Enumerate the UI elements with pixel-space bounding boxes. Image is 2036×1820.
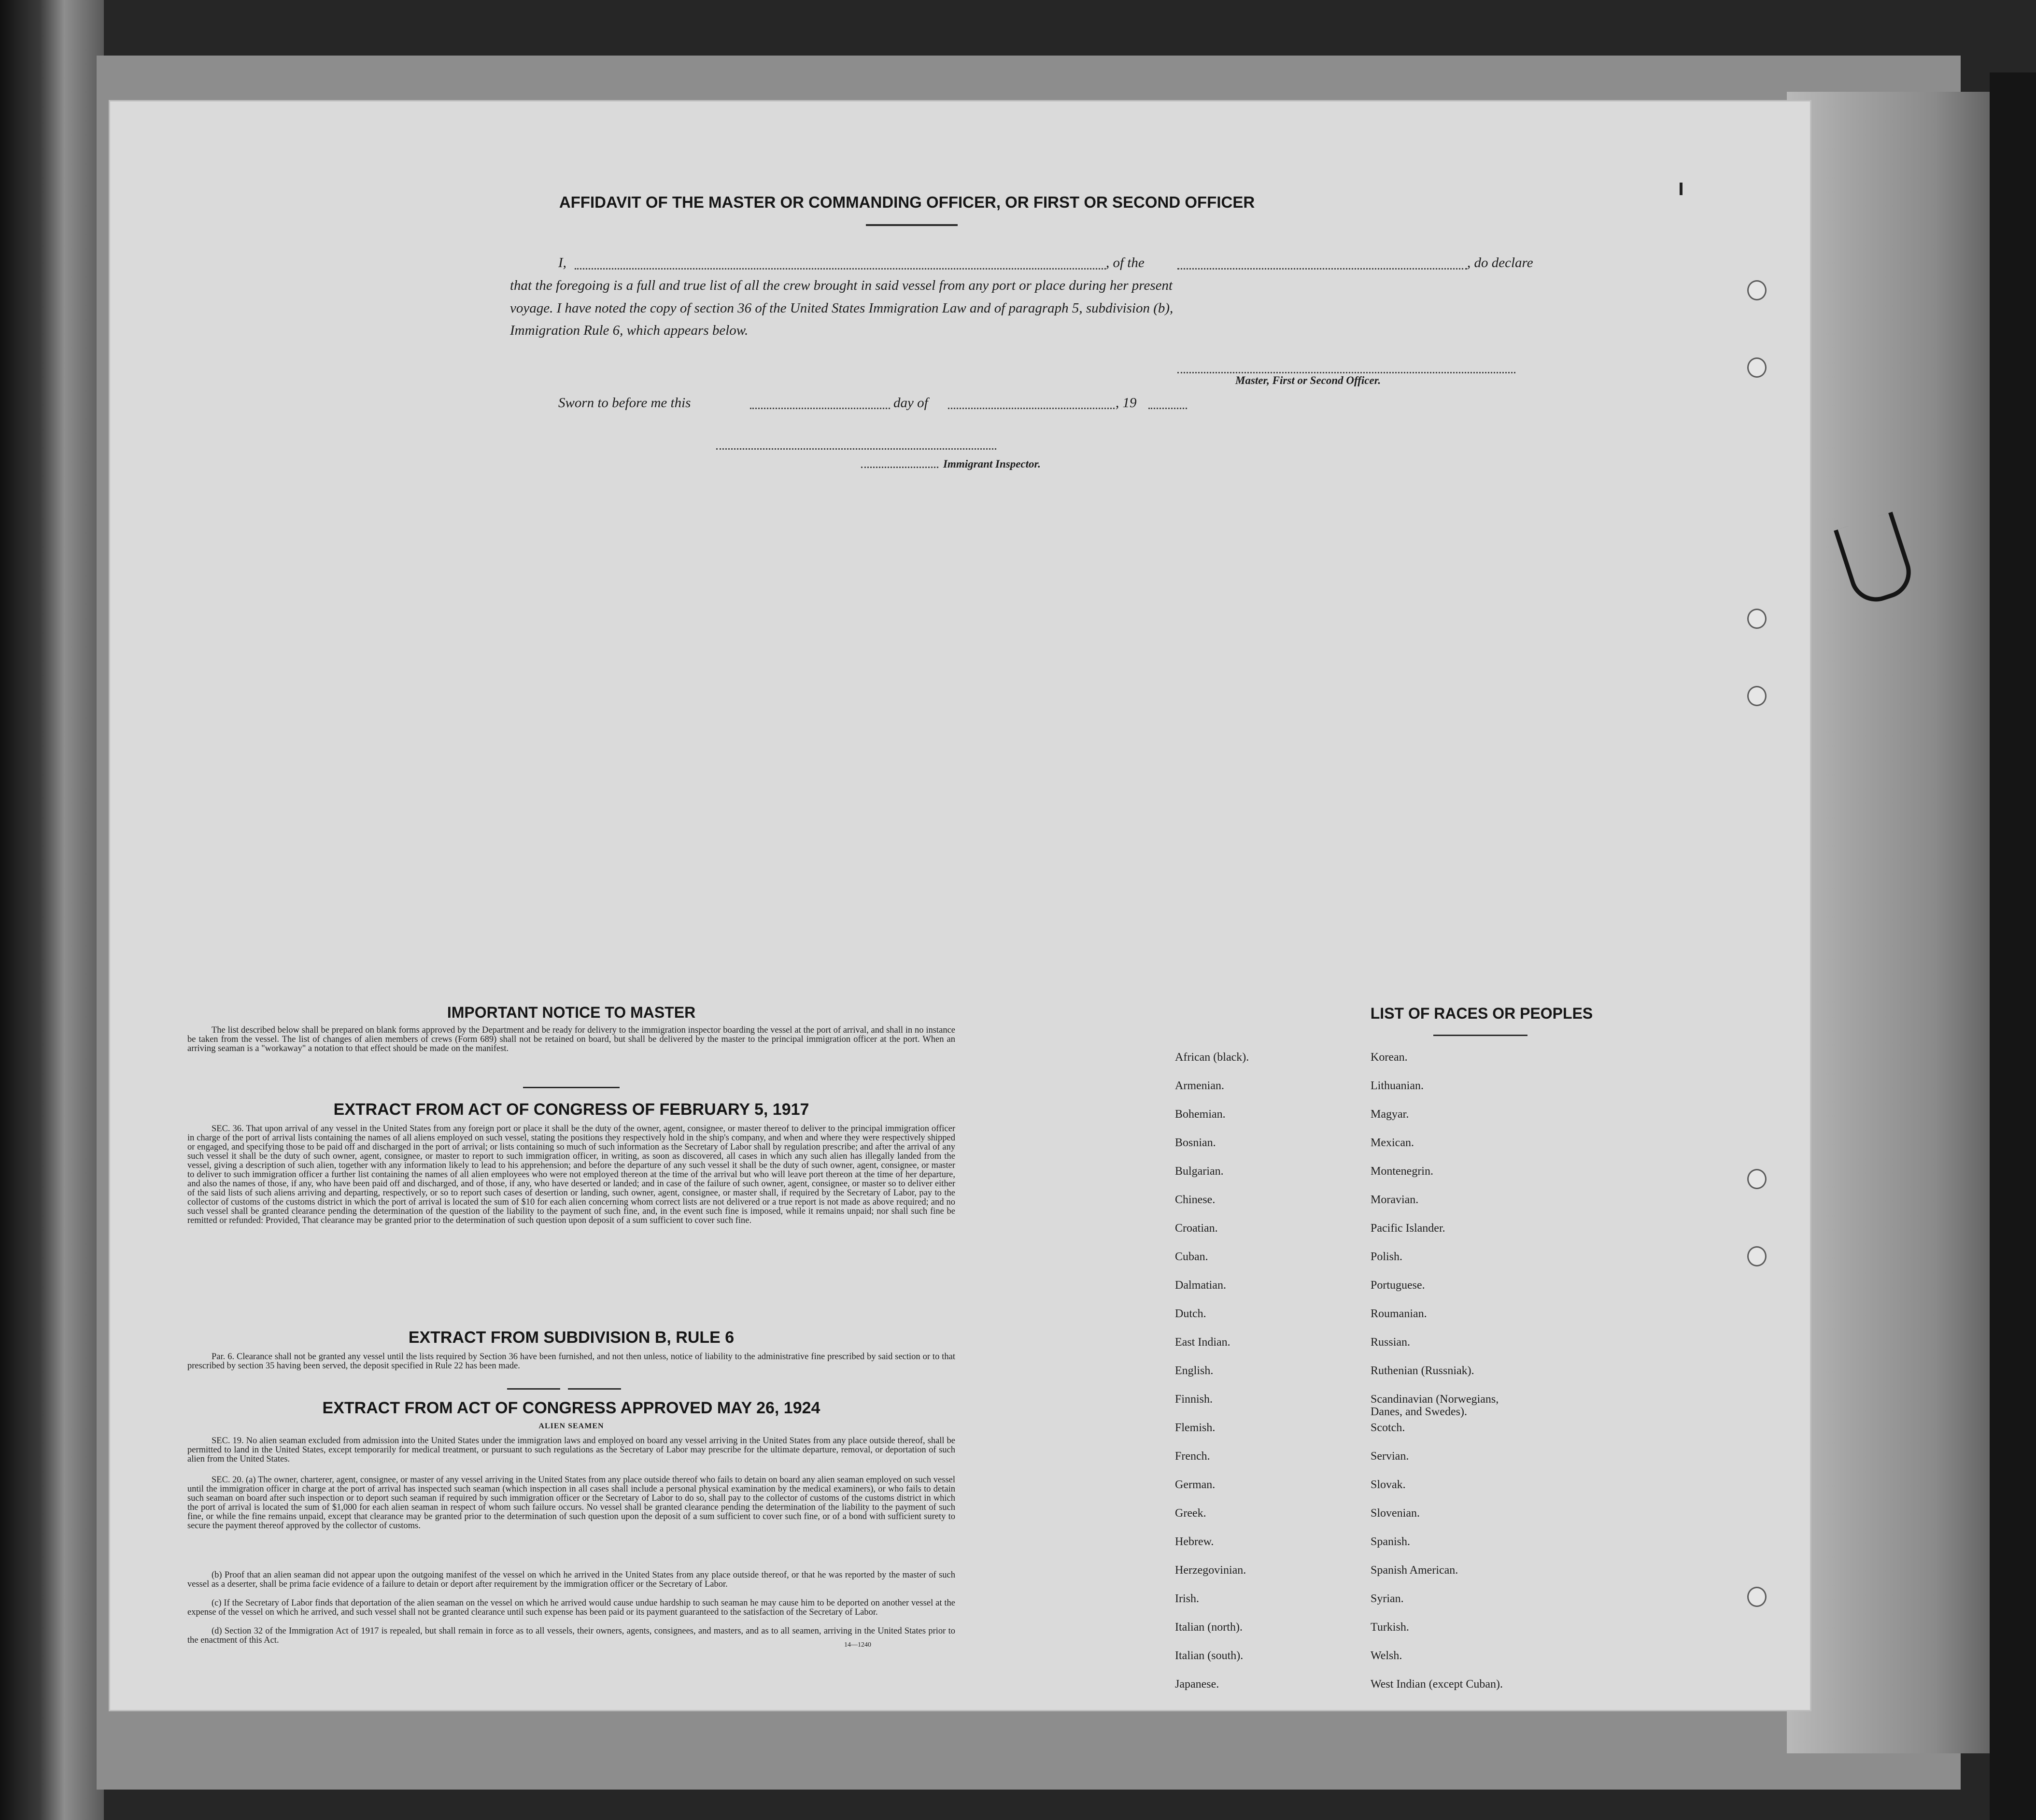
section-rule	[507, 1388, 560, 1390]
binder-hole	[1747, 1246, 1767, 1266]
extract-rule6-title: EXTRACT FROM SUBDIVISION B, RULE 6	[408, 1328, 735, 1347]
races-list-left	[1175, 1051, 1249, 1706]
race-item: Welsh.	[1371, 1649, 1402, 1662]
year-prefix-text: , 19	[1116, 395, 1137, 411]
affidavit-title-rule	[866, 224, 958, 226]
extract-1924-sec20b: (b) Proof that an alien seaman did not appear upon the outgoing manifest of the vessel on which he arrived in the United States from any place outside thereof, or that he was reported by the master of such vessel as a deserter, shall be prima facie evidence of a failure to detain or deport after requirement by the immigration officer or the Secretary of Labor.	[187, 1570, 955, 1590]
affidavit-line-3: voyage. I have noted the copy of section 36 of the United States Immigration Law and of paragraph 5, subdivision (b),	[510, 300, 1174, 316]
race-item: Montenegrin.	[1371, 1165, 1433, 1178]
extract-1924-sec19: SEC. 19. No alien seaman excluded from admission into the United States under the immigration laws and employed on board any vessel arriving in the United States from any place outside thereof, shall be permitted to land in the United States, except temporarily for medical treatment, or pursuant to such regulations as the Secretary of Labor may prescribe for the ultimate departure, removal, or deportation of such alien from the United States.	[187, 1436, 955, 1465]
extract-1924-title: EXTRACT FROM ACT OF CONGRESS APPROVED MAY 26, 1924	[322, 1399, 820, 1417]
race-item: African (black).	[1175, 1051, 1249, 1064]
extract-1924-sec20d: (d) Section 32 of the Immigration Act of 1917 is repealed, but shall remain in force as to all vessels, their owners, agents, consignees, and masters, and as to all seamen, arriving in the United States prior to the enactment of this Act.	[187, 1626, 955, 1646]
race-item: Finnish.	[1175, 1393, 1213, 1406]
sworn-year-blank	[1148, 408, 1187, 409]
master-signature-label: Master, First or Second Officer.	[1235, 374, 1381, 386]
notice-body: The list described below shall be prepared on blank forms approved by the Department and be ready for delivery to the immigration inspector boarding the vessel at the port of arrival, and shall in no instance be taken from the vessel. The list of changes of alien members of crews (Form 689) shall not be retained on board, but shall be delivered by the master to the principal immigration officer at the port. When an arriving seaman is a "workaway" a notation to that effect should be made on the manifest.	[187, 1025, 955, 1054]
race-item: French.	[1175, 1450, 1210, 1463]
race-item: Polish.	[1371, 1251, 1403, 1263]
race-item: Moravian.	[1371, 1194, 1419, 1206]
extract-1924-sec20a: SEC. 20. (a) The owner, charterer, agent, consignee, or master of any vessel arriving in the United States from any place outside thereof who fails to detain on board any alien seaman employed on such vessel until the immigration officer in charge at the port of arrival has inspected such seaman (which inspection in all cases shall include a personal physical examination by the medical examiners), or who fails to detain such seaman on board after such inspection or to deport such seaman if required by such immigration officer or the Secretary of Labor to do so, shall pay to the collector of customs of the customs district in which the port of arrival is located the sum of $1,000 for each alien seaman in respect of whom such failure occurs. No vessel shall be granted clearance pending the determination of the liability to the payment of such fine, or while the fine remains unpaid, except that clearance may be granted prior to the determination of such question upon the deposit of a sum sufficient to cover such fine, or of a bond with sufficient surety to secure the payment thereof approved by the collector of customs.	[187, 1475, 955, 1531]
races-title-rule	[1433, 1035, 1527, 1036]
race-item: Russian.	[1371, 1336, 1411, 1349]
extract-1924-sec20c: (c) If the Secretary of Labor finds that deportation of the alien seaman on the vessel on which he arrived would cause undue hardship to such seaman he may cause him to be deported on another vessel at the expense of the vessel on which he arrived, and such vessel shall not be granted clearance until such expense has been paid or its payment guaranteed to the satisfaction of the Secretary of Labor.	[187, 1598, 955, 1618]
sworn-month-blank	[948, 408, 1115, 409]
race-item: Japanese.	[1175, 1678, 1219, 1691]
affidavit-of-the: , of the	[1106, 255, 1145, 270]
page-stack-edge	[1787, 92, 1999, 1753]
races-list-right	[1371, 1051, 1503, 1706]
race-item: Slovak.	[1371, 1479, 1406, 1491]
race-item: Italian (south).	[1175, 1649, 1244, 1662]
alien-seamen-subtitle: ALIEN SEAMEN	[538, 1422, 604, 1430]
race-item: Roumanian.	[1371, 1308, 1427, 1320]
race-item: Bulgarian.	[1175, 1165, 1224, 1178]
race-item: Mexican.	[1371, 1137, 1414, 1149]
binder-hole	[1747, 686, 1767, 706]
race-item: Korean.	[1371, 1051, 1408, 1064]
inspector-signature-line	[716, 448, 996, 450]
notice-title: IMPORTANT NOTICE TO MASTER	[447, 1004, 696, 1021]
race-item: East Indian.	[1175, 1336, 1230, 1349]
affidavit-title: AFFIDAVIT OF THE MASTER OR COMMANDING OFFICER, OR FIRST OR SECOND OFFICER	[559, 193, 1255, 211]
race-item: Magyar.	[1371, 1108, 1409, 1121]
race-item: Italian (north).	[1175, 1621, 1243, 1634]
race-item: Chinese.	[1175, 1194, 1216, 1206]
race-item: West Indian (except Cuban).	[1371, 1678, 1503, 1691]
binder-hole	[1747, 609, 1767, 629]
race-item: Herzegovinian.	[1175, 1564, 1246, 1577]
race-item: Portuguese.	[1371, 1279, 1425, 1292]
race-item: Slovenian.	[1371, 1507, 1420, 1520]
day-of-text: day of	[893, 395, 928, 411]
race-item: Armenian.	[1175, 1080, 1224, 1092]
race-item: Dalmatian.	[1175, 1279, 1226, 1292]
race-item: Hebrew.	[1175, 1536, 1214, 1548]
race-item: Dutch.	[1175, 1308, 1206, 1320]
race-item: Cuban.	[1175, 1251, 1208, 1263]
scanner-frame-left	[0, 0, 104, 1820]
extract-1917-body: SEC. 36. That upon arrival of any vessel in the United States from any foreign port or place it shall be the duty of the owner, agent, consignee, or master thereof to deliver to the principal immigration officer in charge of the port of arrival lists containing the names of all aliens employed on such vessel, stating the positions they respectively hold in the ship's company, and when and where they were respectively shipped or engaged, and specifying those to be paid off and discharged in the port of arrival; or lists containing so much of such information as the Secretary of Labor shall by regulation prescribe; and after the arrival of any such vessel it shall be the duty of such owner, agent, consignee, or master to report to such immigration officer, in writing, as soon as discovered, all cases in which any such alien has illegally landed from the vessel, giving a description of such alien, together with any information likely to lead to his apprehension; and before the departure of any such vessel it shall be the duty of such owner, agent, consignee, or master to deliver to such immigration officer a further list containing the names of all alien employees who were not employed thereon at the time of the arrival but who will leave port thereon at the time of her departure, and also the names of those, if any, who have been paid off and discharged, and of those, if any, who have deserted or landed; and in case of the failure of such owner, agent, consignee, or master so to deliver either of the said lists of such aliens arriving and departing, respectively, or so to report such cases of desertion or landing, such owner, agent, consignee, or master shall, if required by the Secretary of Labor, pay to the collector of customs of the customs district in which the port of arrival is located the sum of $10 for each alien concerning whom correct lists are not delivered or a true report is not made as above required; and no such vessel shall be granted clearance pending the determination of the question of the liability to the payment of such fine, and, in the event such fine is imposed, while it remains unpaid; nor shall such fine be remitted or refunded: Provided, That clearance may be granted prior to the determination of such question upon deposit of a sum sufficient to cover such fine.	[187, 1124, 955, 1226]
race-item: Greek.	[1175, 1507, 1206, 1520]
race-item: Bohemian.	[1175, 1108, 1226, 1121]
manifest-page	[110, 101, 1810, 1710]
race-item: German.	[1175, 1479, 1216, 1491]
binder-hole	[1747, 1587, 1767, 1607]
race-item: Croatian.	[1175, 1222, 1218, 1235]
form-number: 14—1240	[844, 1641, 871, 1649]
race-item: Scandinavian (Norwegians, Danes, and Swedes).	[1371, 1393, 1499, 1418]
race-item: Spanish.	[1371, 1536, 1411, 1548]
extract-rule6-body: Par. 6. Clearance shall not be granted any vessel until the lists required by Section 36 have been furnished, and not then unless, notice of liability to the administrative fine prescribed by said section or to that prescribed by section 35 having been served, the deposit specified in Rule 22 has been made.	[187, 1352, 955, 1371]
race-item: Scotch.	[1371, 1422, 1405, 1434]
sworn-day-blank	[750, 408, 890, 409]
binder-hole	[1747, 1169, 1767, 1189]
binder-hole	[1747, 280, 1767, 300]
vessel-name-blank	[1177, 268, 1467, 270]
inspector-prefix-line	[861, 467, 938, 468]
race-item: Ruthenian (Russniak).	[1371, 1365, 1474, 1377]
master-signature-line	[1177, 372, 1515, 373]
race-item: English.	[1175, 1365, 1214, 1377]
race-item: Lithuanian.	[1371, 1080, 1424, 1092]
sworn-text: Sworn to before me this	[558, 395, 691, 411]
affidavit-i: I,	[558, 255, 566, 270]
race-item: Flemish.	[1175, 1422, 1216, 1434]
race-item: Turkish.	[1371, 1621, 1409, 1634]
race-item: Spanish American.	[1371, 1564, 1458, 1577]
race-item: Irish.	[1175, 1592, 1199, 1605]
affidavit-line-2: that the foregoing is a full and true list of all the crew brought in said vessel from any port or place during her present	[510, 278, 1173, 293]
race-item: Pacific Islander.	[1371, 1222, 1445, 1235]
binder-hole	[1747, 357, 1767, 378]
race-item: Servian.	[1371, 1450, 1409, 1463]
crew-name-blank	[575, 268, 1106, 270]
inspector-label: Immigrant Inspector.	[943, 458, 1041, 470]
scanner-frame-right	[1990, 72, 2036, 1820]
section-rule	[568, 1388, 621, 1390]
affidavit-line-4: Immigration Rule 6, which appears below.	[510, 323, 749, 338]
race-item: Bosnian.	[1175, 1137, 1216, 1149]
race-item: Syrian.	[1371, 1592, 1404, 1605]
extract-1917-title: EXTRACT FROM ACT OF CONGRESS OF FEBRUARY 5, 1917	[333, 1100, 809, 1119]
affidavit-declare: , do declare	[1467, 255, 1533, 270]
races-title: LIST OF RACES OR PEOPLES	[1370, 1005, 1593, 1022]
page-number-mark	[1680, 183, 1683, 195]
section-rule	[523, 1087, 620, 1088]
